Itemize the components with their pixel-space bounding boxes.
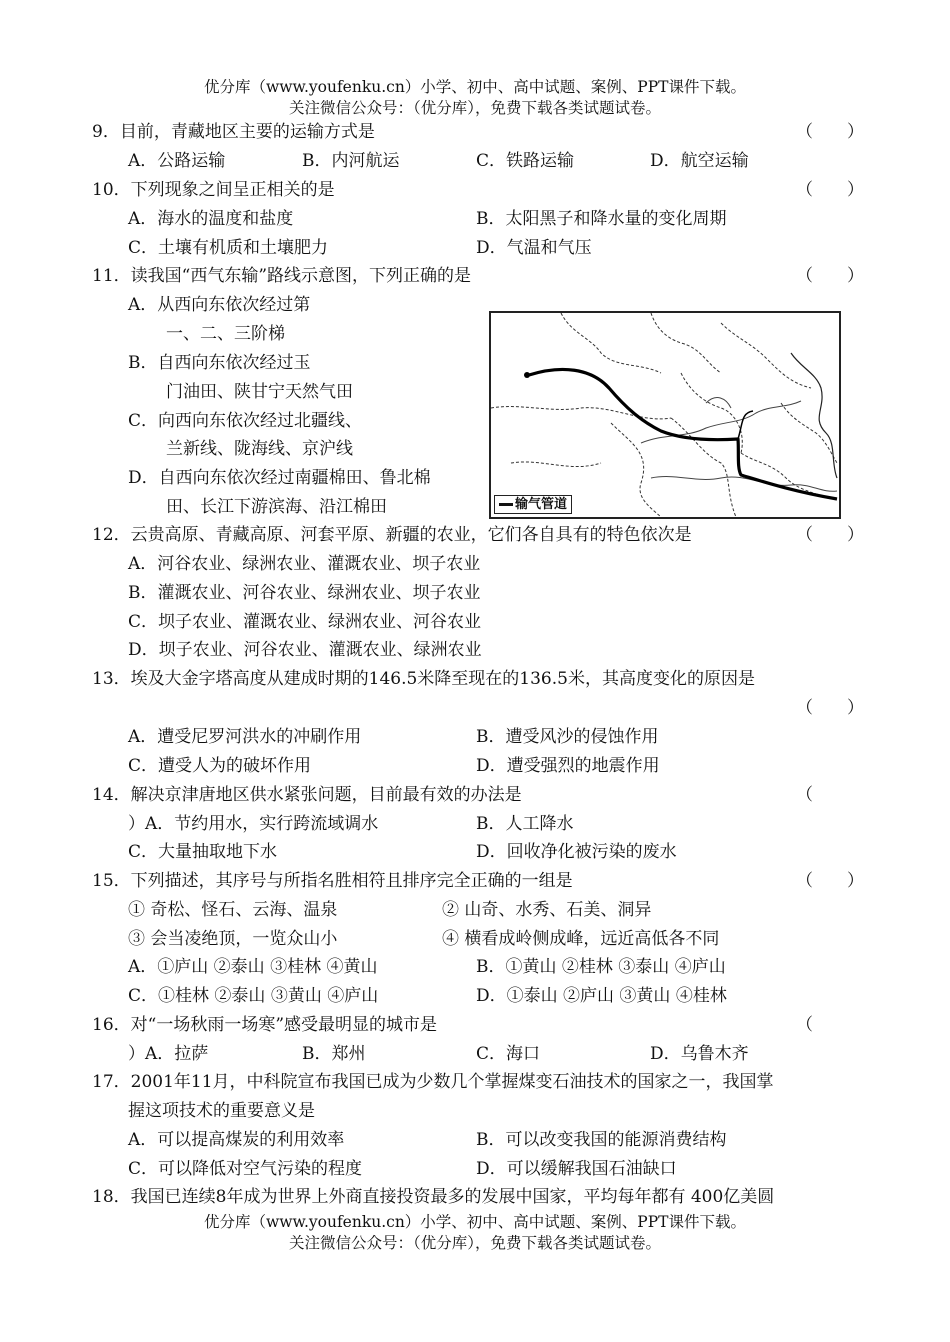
q12-option-b: B．灌溉农业、河谷农业、绿洲农业、坝子农业 [128,583,481,603]
q15-option-c: C．①桂林 ②泰山 ③黄山 ④庐山 [128,986,379,1006]
q14-option-c: C．大量抽取地下水 [128,842,278,862]
map-legend [494,495,572,514]
q12-stem: 12．云贵高原、青藏高原、河套平原、新疆的农业，它们各自具有的特色依次是 [92,525,692,545]
q16-option-c: C．海口 [476,1044,541,1064]
q13-answer-paren: （ ） [796,698,864,718]
q10-stem: 10．下列现象之间呈正相关的是 [92,180,335,200]
q18-stem: 18．我国已连续8年成为世界上外商直接投资最多的发展中国家，平均每年都有 400亿美圆 [92,1187,775,1207]
q9-option-b: B．内河航运 [302,151,400,171]
q11-option-c-cont: 兰新线、陇海线、京沪线 [166,439,353,459]
map-legend-label: 输气管道 [515,497,568,512]
q17-option-b: B．可以改变我国的能源消费结构 [476,1130,727,1150]
pipeline-legend-line-icon [499,503,513,506]
q10-option-c: C．土壤有机质和土壤肥力 [128,238,329,258]
q15-statement-1: ① 奇松、怪石、云海、温泉 [128,900,338,920]
q17-stem-cont: 握这项技术的重要意义是 [128,1101,315,1121]
q16-answer-paren-open: （ [796,1015,813,1035]
q11-stem: 11．读我国“西气东输”路线示意图，下列正确的是 [92,266,472,286]
watermark-header-line2: 关注微信公众号：（优分库），免费下载各类试题试卷。 [288,99,661,117]
watermark-footer-line2: 关注微信公众号：（优分库），免费下载各类试题试卷。 [288,1234,661,1252]
q10-option-a: A．海水的温度和盐度 [128,209,294,229]
q11-option-c: C．向西向东依次经过北疆线、 [128,411,363,431]
q13-option-d: D．遭受强烈的地震作用 [476,756,660,776]
q15-option-d: D．①泰山 ②庐山 ③黄山 ④桂林 [476,986,727,1006]
q12-option-d: D．坝子农业、河谷农业、灌溉农业、绿洲农业 [128,640,482,660]
q16-option-b: B．郑州 [302,1044,366,1064]
q13-option-b: B．遭受风沙的侵蚀作用 [476,727,659,747]
q14-answer-paren-open: （ [796,785,813,805]
q9-option-d: D．航空运输 [650,151,749,171]
q9-stem: 9．目前，青藏地区主要的运输方式是 [92,122,375,142]
q14-option-d: D．回收净化被污染的废水 [476,842,677,862]
q9-option-c: C．铁路运输 [476,151,575,171]
q10-option-d: D．气温和气压 [476,238,592,258]
q11-answer-paren: （ ） [796,266,864,286]
q9-answer-paren: （ ） [796,122,864,142]
q12-answer-paren: （ ） [796,525,864,545]
q16-option-a: ）A．拉萨 [128,1044,209,1064]
q11-option-b-cont: 门油田、陕甘宁天然气田 [166,382,353,402]
q16-option-d: D．乌鲁木齐 [650,1044,749,1064]
q13-option-c: C．遭受人为的破坏作用 [128,756,312,776]
q11-option-d-cont: 田、长江下游滨海、沿江棉田 [166,497,387,517]
q17-option-d: D．可以缓解我国石油缺口 [476,1159,677,1179]
q11-option-a-cont: 一、二、三阶梯 [166,324,285,344]
q17-stem: 17．2001年11月，中科院宣布我国已成为少数几个掌握煤变石油技术的国家之一，我国掌 [92,1072,774,1092]
q15-option-a: A．①庐山 ②泰山 ③桂林 ④黄山 [128,957,378,977]
q11-option-b: B．自西向东依次经过玉 [128,353,311,373]
q15-option-b: B．①黄山 ②桂林 ③泰山 ④庐山 [476,957,726,977]
watermark-footer-line1: 优分库（www.youfenku.cn）小学、初中、高中试题、案例、PPT课件下载。 [203,1213,747,1231]
q15-statement-4: ④ 横看成岭侧成峰，远近高低各不同 [442,929,720,949]
q14-option-b: B．人工降水 [476,814,574,834]
q15-answer-paren: （ ） [796,871,864,891]
q15-stem: 15．下列描述，其序号与所指名胜相符且排序完全正确的一组是 [92,871,573,891]
q13-stem: 13．埃及大金字塔高度从建成时期的146.5米降至现在的136.5米，其高度变化的原因是 [92,669,755,689]
q11-option-d: D．自西向东依次经过南疆棉田、鲁北棉 [128,468,431,488]
q12-option-c: C．坝子农业、灌溉农业、绿洲农业、河谷农业 [128,612,482,632]
q9-option-a: A．公路运输 [128,151,226,171]
q17-option-a: A．可以提高煤炭的利用效率 [128,1130,345,1150]
watermark-header-line1: 优分库（www.youfenku.cn）小学、初中、高中试题、案例、PPT课件下载。 [203,78,747,96]
q14-option-a: ）A．节约用水，实行跨流域调水 [128,814,379,834]
west-east-gas-pipeline-map [489,311,841,519]
q17-option-c: C．可以降低对空气污染的程度 [128,1159,363,1179]
q11-option-a: A．从西向东依次经过第 [128,295,311,315]
q14-stem: 14．解决京津唐地区供水紧张问题，目前最有效的办法是 [92,785,522,805]
q10-option-b: B．太阳黑子和降水量的变化周期 [476,209,727,229]
map-drawing [491,313,839,517]
q15-statement-3: ③ 会当凌绝顶，一览众山小 [128,929,338,949]
q12-option-a: A．河谷农业、绿洲农业、灌溉农业、坝子农业 [128,554,481,574]
q13-option-a: A．遭受尼罗河洪水的冲刷作用 [128,727,362,747]
q16-stem: 16．对“一场秋雨一场寒”感受最明显的城市是 [92,1015,438,1035]
q15-statement-2: ② 山奇、水秀、石美、洞异 [442,900,652,920]
q10-answer-paren: （ ） [796,180,864,200]
